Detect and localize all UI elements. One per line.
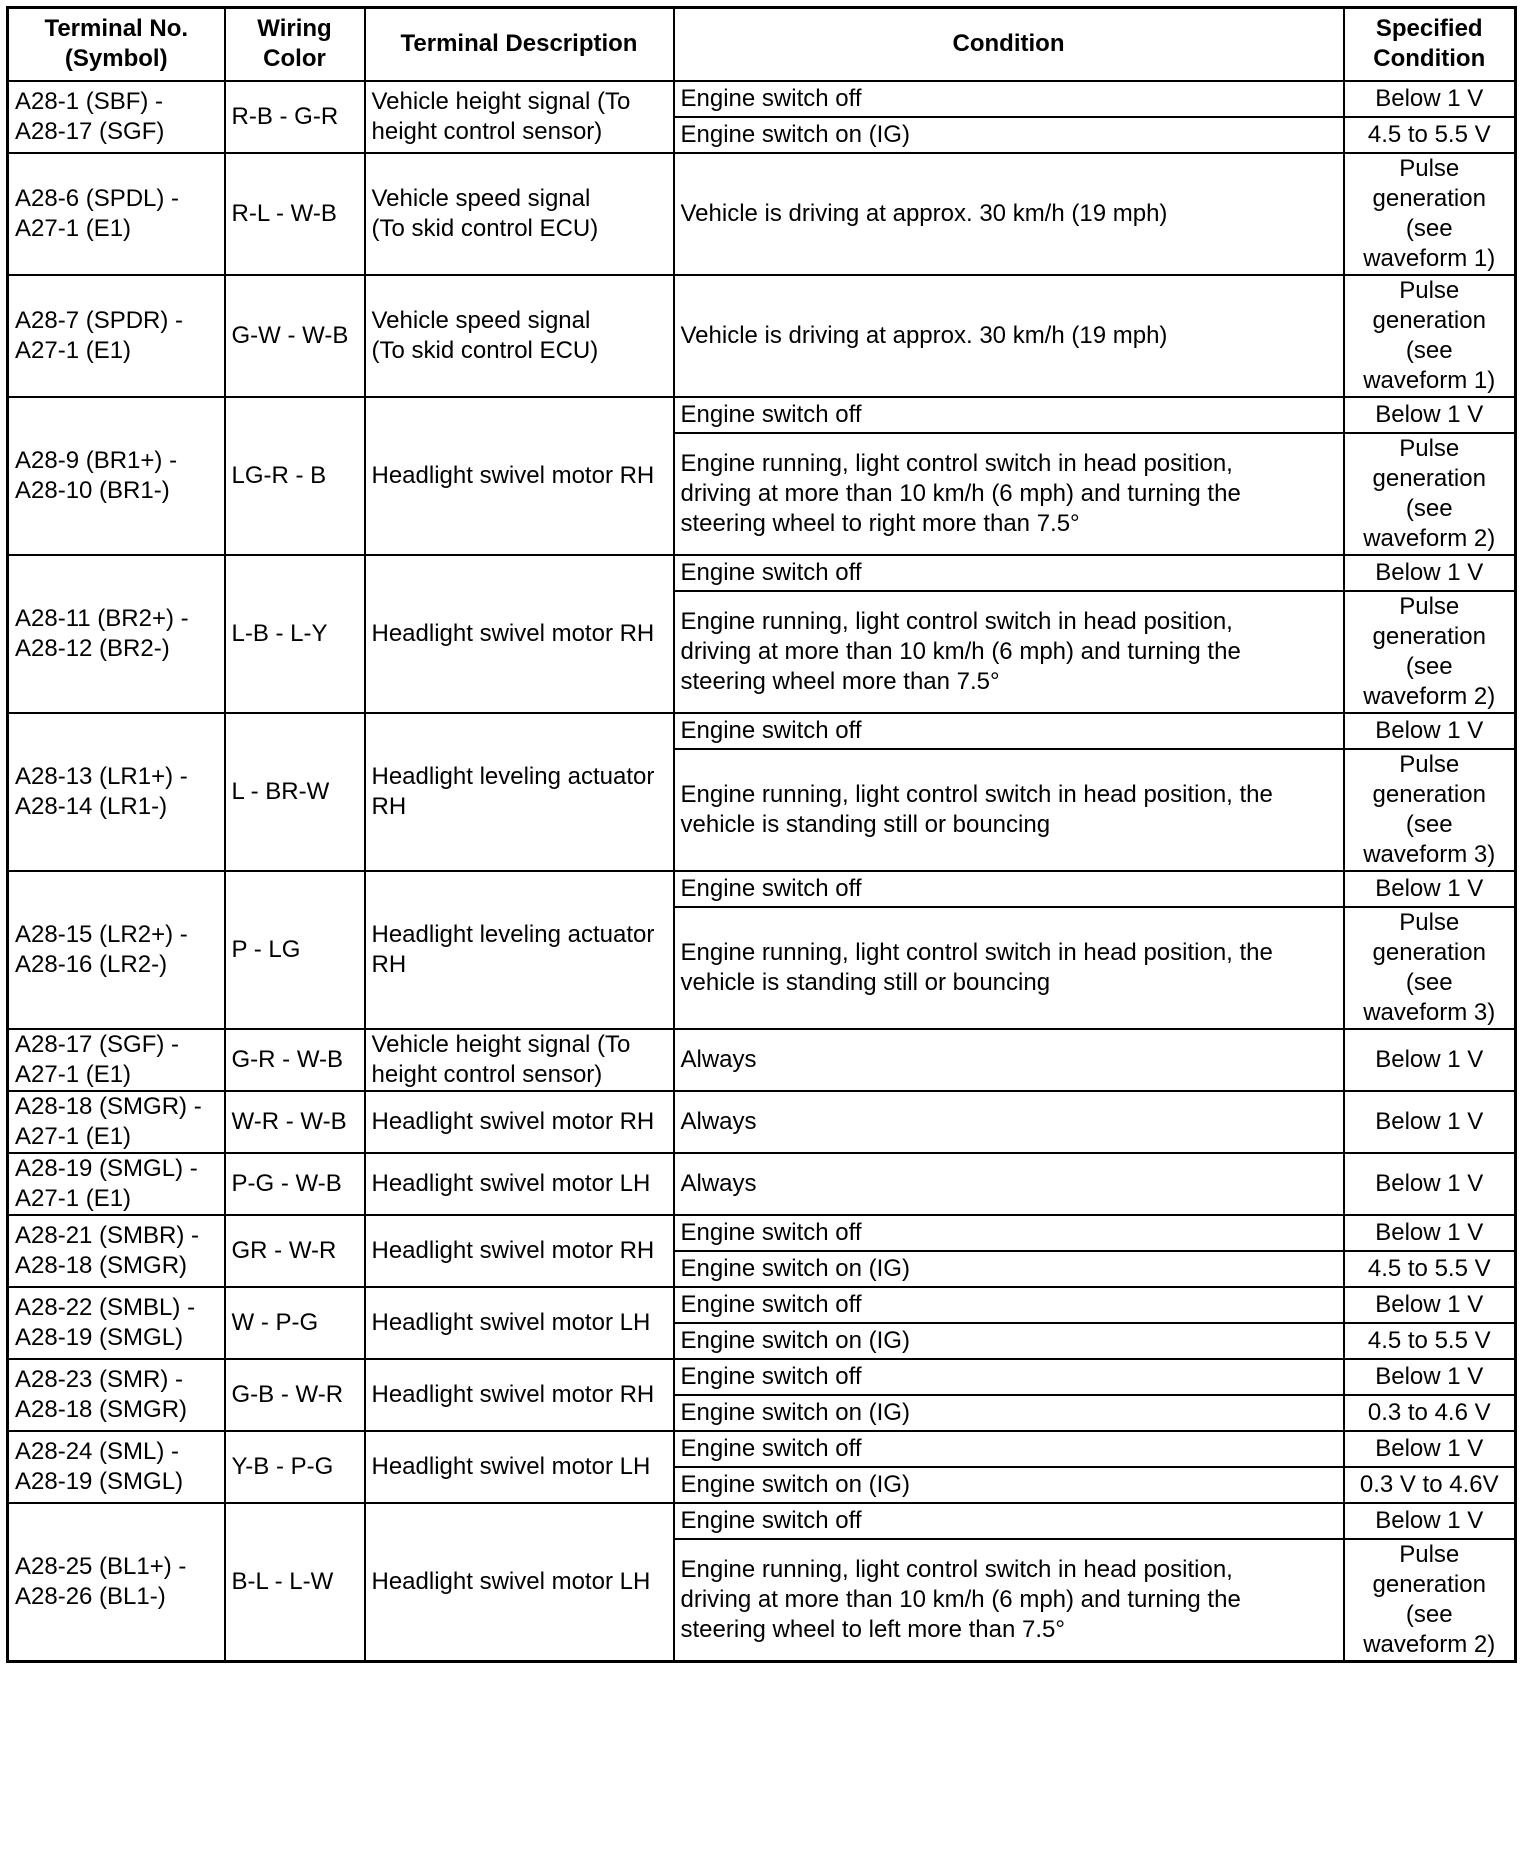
terminal-cell-text: A28-23 (SMR) - A28-18 (SMGR) [15,1365,188,1423]
table-row [8,1215,1516,1251]
condition-cell [674,1029,1344,1091]
description-cell [365,1287,674,1359]
wiring-color-cell [225,713,365,871]
specified-condition-cell [1344,153,1516,275]
specified-condition-cell [1344,1091,1516,1153]
condition-text: Always [680,1107,757,1135]
specified-condition-cell [1344,397,1516,433]
header-row [8,8,1516,81]
table-row [8,713,1516,749]
terminal-cell [8,713,225,871]
description-cell [365,871,674,1029]
wiring-color-cell-text: W - P-G [231,1308,319,1336]
header-description: Terminal Description [365,8,674,81]
specified-condition-text: Pulse generation (see waveform 1) [1363,276,1496,394]
specified-condition-cell [1344,1287,1516,1323]
specified-condition-text: Below 1 V [1375,1107,1484,1135]
wiring-color-cell [225,1091,365,1153]
specified-condition-cell [1344,1503,1516,1539]
terminal-cell-text: A28-15 (LR2+) - A28-16 (LR2-) [15,920,188,978]
terminal-cell [8,1431,225,1503]
condition-cell [674,1431,1344,1467]
terminal-cell [8,871,225,1029]
wiring-color-cell [225,275,365,397]
table-row [8,871,1516,907]
wiring-color-cell [225,153,365,275]
terminal-cell-text: A28-22 (SMBL) - A28-19 (SMGL) [15,1293,196,1351]
description-cell-text: Headlight swivel motor LH [371,1308,651,1336]
header-terminal: Terminal No. (Symbol) [8,8,225,81]
condition-cell [674,1215,1344,1251]
wiring-color-cell-text: G-W - W-B [231,321,349,349]
description-cell-text: Headlight swivel motor RH [371,1236,655,1264]
condition-cell [674,81,1344,117]
specified-condition-cell [1344,1323,1516,1359]
specified-condition-text: Pulse generation (see waveform 1) [1363,154,1496,272]
wiring-color-cell [225,871,365,1029]
terminal-cell [8,1091,225,1153]
condition-text: Engine switch off [680,400,862,428]
wiring-color-cell-text: L-B - L-Y [231,619,328,647]
description-cell-text: Vehicle height signal (To height control sensor) [371,1030,631,1088]
specified-condition-text: Below 1 V [1375,716,1484,744]
description-cell [365,1359,674,1431]
specified-condition-cell [1344,81,1516,117]
table-row [8,1503,1516,1539]
wiring-color-cell [225,81,365,153]
description-cell [365,1503,674,1662]
condition-cell [674,1251,1344,1287]
terminal-cell-text: A28-21 (SMBR) - A28-18 (SMGR) [15,1221,200,1279]
specified-condition-text: Below 1 V [1375,874,1484,902]
specified-condition-text: Below 1 V [1375,84,1484,112]
header-condition: Condition [674,8,1344,81]
description-cell [365,81,674,153]
condition-text: Engine switch off [680,1362,862,1390]
terminal-cell-text: A28-6 (SPDL) - A27-1 (E1) [15,184,180,242]
condition-text: Engine running, light control switch in head position, driving at more than 10 km/h (6 mph) and turning the steering wheel more than 7.5° [680,607,1241,695]
table-row [8,555,1516,591]
condition-text: Engine switch on (IG) [680,1254,910,1282]
description-cell-text: Headlight swivel motor RH [371,619,655,647]
description-cell [365,1029,674,1091]
specified-condition-text: 4.5 to 5.5 V [1367,1254,1491,1282]
description-cell [365,1431,674,1503]
description-cell-text: Vehicle speed signal (To skid control ECU) [371,306,599,364]
wiring-color-cell-text: R-B - G-R [231,102,339,130]
specified-condition-text: Below 1 V [1375,1434,1484,1462]
wiring-color-cell-text: G-R - W-B [231,1045,344,1073]
condition-cell [674,1091,1344,1153]
specified-condition-cell [1344,1251,1516,1287]
table-row [8,81,1516,117]
table-row [8,275,1516,397]
description-cell-text: Headlight swivel motor RH [371,1107,655,1135]
specified-condition-text: Below 1 V [1375,558,1484,586]
condition-cell [674,1503,1344,1539]
specified-condition-cell [1344,1359,1516,1395]
header-wiring: Wiring Color [225,8,365,81]
specified-condition-cell [1344,555,1516,591]
specified-condition-cell [1344,433,1516,555]
table-row [8,1431,1516,1467]
wiring-color-cell [225,1153,365,1215]
terminal-cell-text: A28-9 (BR1+) - A28-10 (BR1-) [15,446,178,504]
description-cell [365,1091,674,1153]
terminal-cell-text: A28-24 (SML) - A28-19 (SMGL) [15,1437,184,1495]
wiring-color-cell-text: P - LG [231,935,301,963]
terminal-cell-text: A28-7 (SPDR) - A27-1 (E1) [15,306,184,364]
table-row [8,1287,1516,1323]
condition-cell [674,591,1344,713]
specified-condition-cell [1344,1395,1516,1431]
table-row [8,397,1516,433]
terminal-cell [8,1287,225,1359]
description-cell [365,555,674,713]
terminal-cell [8,153,225,275]
specified-condition-cell [1344,591,1516,713]
condition-cell [674,1395,1344,1431]
terminal-cell-text: A28-13 (LR1+) - A28-14 (LR1-) [15,762,188,820]
wiring-color-cell-text: R-L - W-B [231,199,337,227]
description-cell [365,275,674,397]
specified-condition-text: Below 1 V [1375,1218,1484,1246]
condition-text: Engine switch on (IG) [680,1326,910,1354]
specified-condition-cell [1344,275,1516,397]
specified-condition-cell [1344,117,1516,153]
condition-text: Engine switch off [680,716,862,744]
condition-text: Always [680,1169,757,1197]
condition-text: Engine switch off [680,1218,862,1246]
condition-cell [674,153,1344,275]
specified-condition-text: 4.5 to 5.5 V [1367,1326,1491,1354]
wiring-color-cell-text: Y-B - P-G [231,1452,334,1480]
specified-condition-text: 0.3 to 4.6 V [1367,1398,1491,1426]
terminal-cell [8,1029,225,1091]
specified-condition-cell [1344,1029,1516,1091]
wiring-color-cell [225,1215,365,1287]
specified-condition-text: 4.5 to 5.5 V [1367,120,1491,148]
specified-condition-cell [1344,1467,1516,1503]
description-cell-text: Headlight swivel motor LH [371,1452,651,1480]
description-cell [365,153,674,275]
condition-text: Always [680,1045,757,1073]
specified-condition-cell [1344,713,1516,749]
condition-cell [674,275,1344,397]
terminal-cell [8,555,225,713]
terminal-cell [8,1215,225,1287]
description-cell-text: Headlight swivel motor LH [371,1169,651,1197]
specified-condition-text: Pulse generation (see waveform 3) [1363,908,1496,1026]
condition-text: Engine switch off [680,874,862,902]
condition-text: Engine running, light control switch in head position, driving at more than 10 km/h (6 mph) and turning the steering wheel to left more than 7.5° [680,1555,1241,1643]
wiring-color-cell [225,1359,365,1431]
specified-condition-cell [1344,1431,1516,1467]
wiring-color-cell-text: LG-R - B [231,461,327,489]
specified-condition-text: Below 1 V [1375,1045,1484,1073]
condition-cell [674,1467,1344,1503]
description-cell-text: Headlight leveling actuator RH [371,920,655,978]
terminal-cell [8,397,225,555]
wiring-color-cell-text: L - BR-W [231,777,330,805]
wiring-color-cell-text: GR - W-R [231,1236,337,1264]
terminal-cell [8,1153,225,1215]
specified-condition-cell [1344,907,1516,1029]
condition-cell [674,1323,1344,1359]
condition-text: Engine switch on (IG) [680,1470,910,1498]
specified-condition-text: Pulse generation (see waveform 3) [1363,750,1496,868]
condition-cell [674,1359,1344,1395]
table-row [8,1153,1516,1215]
specified-condition-text: Below 1 V [1375,1362,1484,1390]
terminal-cell-text: A28-19 (SMGL) - A27-1 (E1) [15,1154,198,1212]
specified-condition-cell [1344,1153,1516,1215]
condition-cell [674,1287,1344,1323]
specified-condition-text: Pulse generation (see waveform 2) [1363,1540,1496,1658]
condition-cell [674,397,1344,433]
condition-cell [674,749,1344,871]
terminal-cell-text: A28-17 (SGF) - A27-1 (E1) [15,1030,180,1088]
table-row [8,1359,1516,1395]
description-cell-text: Headlight leveling actuator RH [371,762,655,820]
wiring-color-cell [225,555,365,713]
terminal-table [6,6,1517,1663]
description-cell [365,397,674,555]
specified-condition-text: Below 1 V [1375,1290,1484,1318]
header-specified: Specified Condition [1344,8,1516,81]
specified-condition-text: Below 1 V [1375,1169,1484,1197]
condition-cell [674,1539,1344,1662]
wiring-color-cell-text: P-G - W-B [231,1169,342,1197]
wiring-color-cell [225,1287,365,1359]
specified-condition-cell [1344,1539,1516,1662]
description-cell-text: Headlight swivel motor LH [371,1567,651,1595]
specified-condition-cell [1344,871,1516,907]
condition-text: Engine switch off [680,1290,862,1318]
description-cell [365,713,674,871]
condition-text: Engine switch off [680,558,862,586]
wiring-color-cell [225,1029,365,1091]
condition-cell [674,871,1344,907]
terminal-cell-text: A28-11 (BR2+) - A28-12 (BR2-) [15,604,189,662]
terminal-cell [8,1359,225,1431]
specified-condition-text: Pulse generation (see waveform 2) [1363,434,1496,552]
description-cell-text: Vehicle speed signal (To skid control ECU) [371,184,599,242]
description-cell [365,1153,674,1215]
condition-text: Engine running, light control switch in head position, the vehicle is standing still or bouncing [680,938,1273,996]
wiring-color-cell-text: G-B - W-R [231,1380,344,1408]
condition-text: Vehicle is driving at approx. 30 km/h (19 mph) [680,199,1168,227]
condition-text: Engine switch off [680,84,862,112]
specified-condition-text: Below 1 V [1375,400,1484,428]
description-cell-text: Headlight swivel motor RH [371,461,655,489]
terminal-cell [8,275,225,397]
condition-text: Engine running, light control switch in head position, driving at more than 10 km/h (6 mph) and turning the steering wheel to right more than 7.5° [680,449,1241,537]
condition-cell [674,907,1344,1029]
condition-text: Vehicle is driving at approx. 30 km/h (19 mph) [680,321,1168,349]
terminal-cell-text: A28-25 (BL1+) - A28-26 (BL1-) [15,1552,187,1610]
terminal-cell-text: A28-18 (SMGR) - A27-1 (E1) [15,1092,202,1150]
description-cell [365,1215,674,1287]
condition-text: Engine switch on (IG) [680,1398,910,1426]
specified-condition-cell [1344,1215,1516,1251]
specified-condition-text: Below 1 V [1375,1506,1484,1534]
terminal-cell-text: A28-1 (SBF) - A28-17 (SGF) [15,87,165,145]
condition-text: Engine switch off [680,1434,862,1462]
specified-condition-text: Pulse generation (see waveform 2) [1363,592,1496,710]
description-cell-text: Vehicle height signal (To height control sensor) [371,87,631,145]
wiring-color-cell-text: B-L - L-W [231,1567,334,1595]
condition-text: Engine switch off [680,1506,862,1534]
wiring-color-cell [225,397,365,555]
table-row [8,1029,1516,1091]
terminal-cell [8,81,225,153]
description-cell-text: Headlight swivel motor RH [371,1380,655,1408]
specified-condition-text: 0.3 V to 4.6V [1359,1470,1499,1498]
wiring-color-cell [225,1431,365,1503]
specified-condition-cell [1344,749,1516,871]
condition-cell [674,433,1344,555]
condition-cell [674,117,1344,153]
condition-cell [674,1153,1344,1215]
condition-cell [674,713,1344,749]
wiring-color-cell-text: W-R - W-B [231,1107,347,1135]
terminal-cell [8,1503,225,1662]
wiring-color-cell [225,1503,365,1662]
table-row [8,153,1516,275]
condition-text: Engine running, light control switch in head position, the vehicle is standing still or bouncing [680,780,1273,838]
condition-cell [674,555,1344,591]
table-row [8,1091,1516,1153]
condition-text: Engine switch on (IG) [680,120,910,148]
